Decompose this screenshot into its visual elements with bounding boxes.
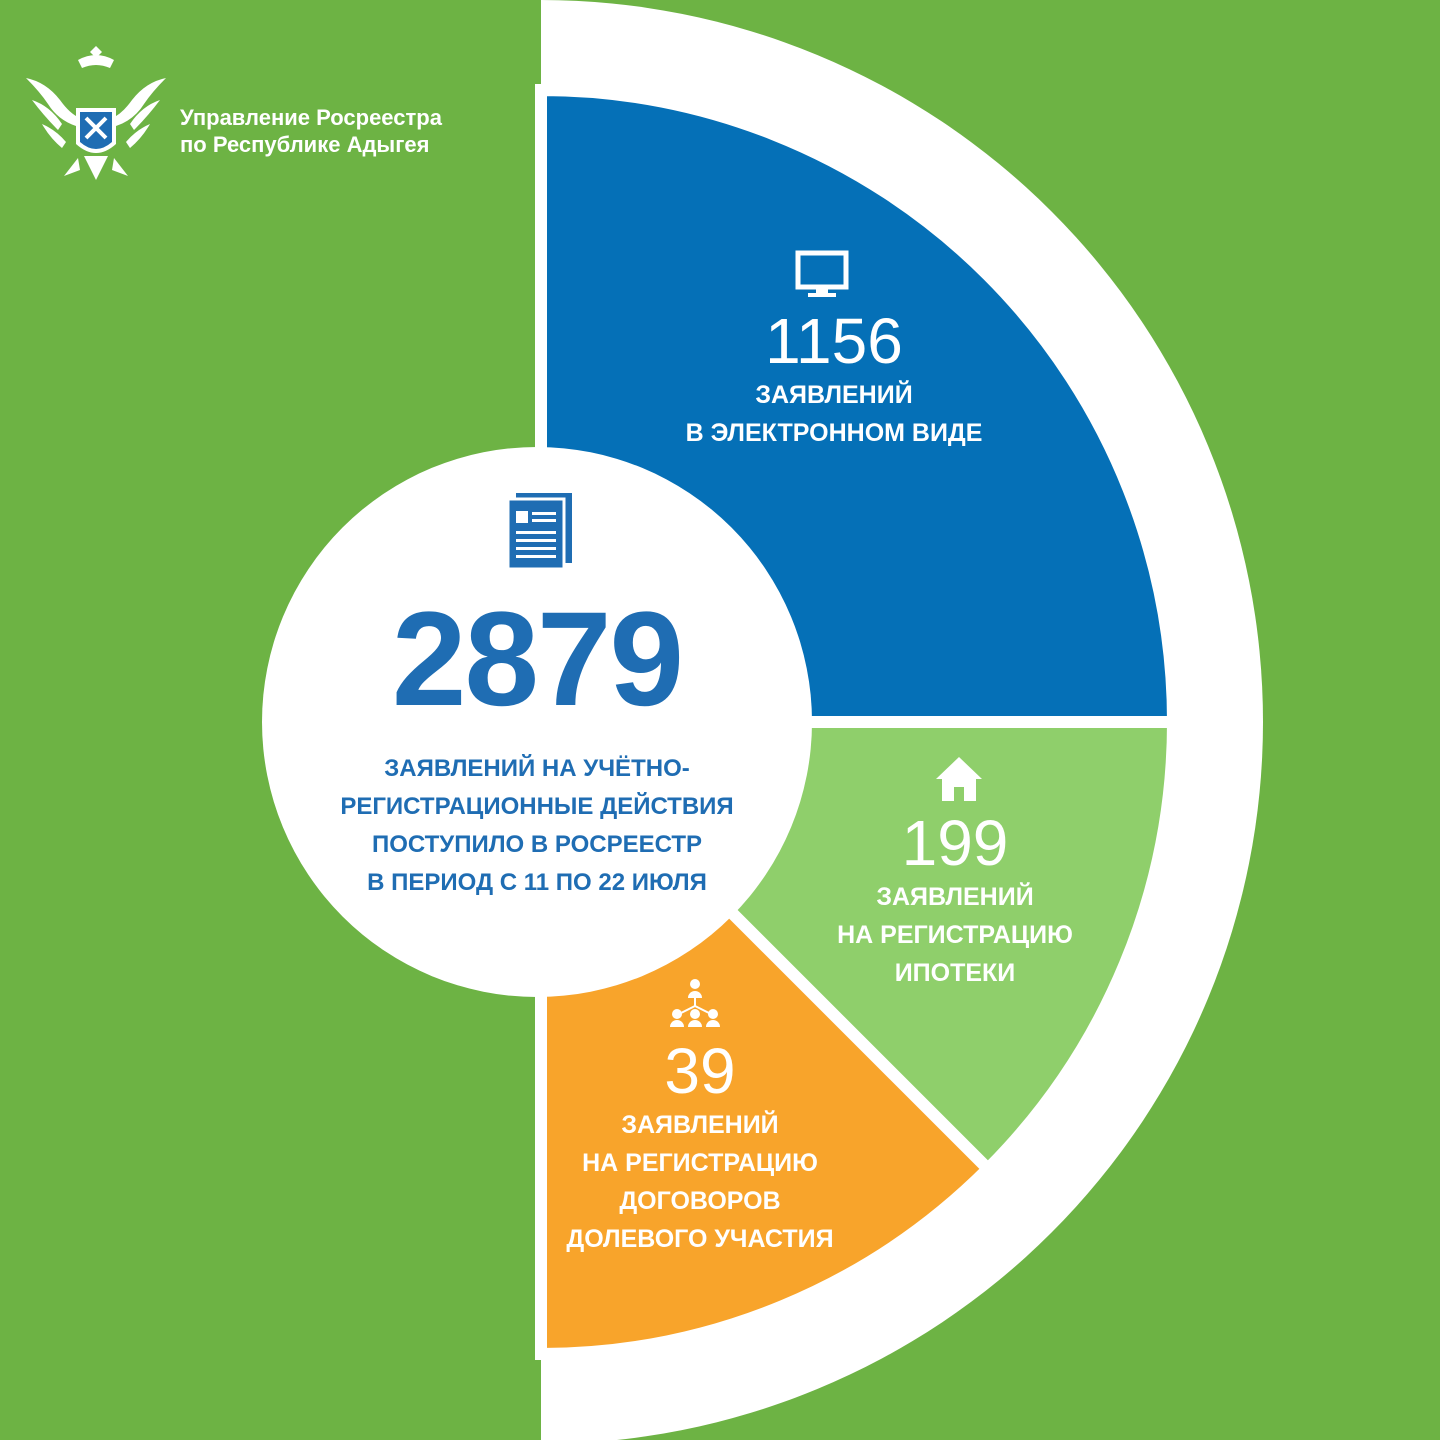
caption-shared-1: ЗАЯВЛЕНИЙ xyxy=(621,1111,779,1139)
value-mortgage: 199 xyxy=(901,807,1009,879)
org-line-1: Управление Росреестра xyxy=(180,105,442,130)
caption-shared-3: ДОГОВОРОВ xyxy=(619,1187,781,1215)
caption-mortgage-1: ЗАЯВЛЕНИЙ xyxy=(876,883,1034,911)
center-caption-2: РЕГИСТРАЦИОННЫЕ ДЕЙСТВИЯ xyxy=(340,793,734,820)
value-shared-construction: 39 xyxy=(664,1035,736,1107)
organization-name xyxy=(180,104,442,158)
caption-shared-4: ДОЛЕВОГО УЧАСТИЯ xyxy=(566,1225,834,1253)
label-mortgage xyxy=(837,808,1073,992)
org-line-2: по Республике Адыгея xyxy=(180,132,430,157)
label-electronic xyxy=(686,306,983,452)
total-value: 2879 xyxy=(391,585,683,734)
eagle-emblem-icon xyxy=(18,38,174,188)
center-caption-4: В ПЕРИОД С 11 ПО 22 ИЮЛЯ xyxy=(367,869,707,896)
caption-electronic-1: ЗАЯВЛЕНИЙ xyxy=(755,381,913,409)
label-shared-construction xyxy=(566,1036,833,1258)
document-icon xyxy=(508,493,572,569)
center-caption-1: ЗАЯВЛЕНИЙ НА УЧЁТНО- xyxy=(384,755,690,782)
caption-electronic-2: В ЭЛЕКТРОННОМ ВИДЕ xyxy=(685,419,983,447)
center-total-block xyxy=(340,585,734,902)
caption-mortgage-3: ИПОТЕКИ xyxy=(894,959,1016,987)
caption-shared-2: НА РЕГИСТРАЦИЮ xyxy=(582,1149,818,1177)
value-electronic: 1156 xyxy=(765,305,903,377)
caption-mortgage-2: НА РЕГИСТРАЦИЮ xyxy=(837,921,1073,949)
center-caption-3: ПОСТУПИЛО В РОСРЕЕСТР xyxy=(371,831,703,858)
